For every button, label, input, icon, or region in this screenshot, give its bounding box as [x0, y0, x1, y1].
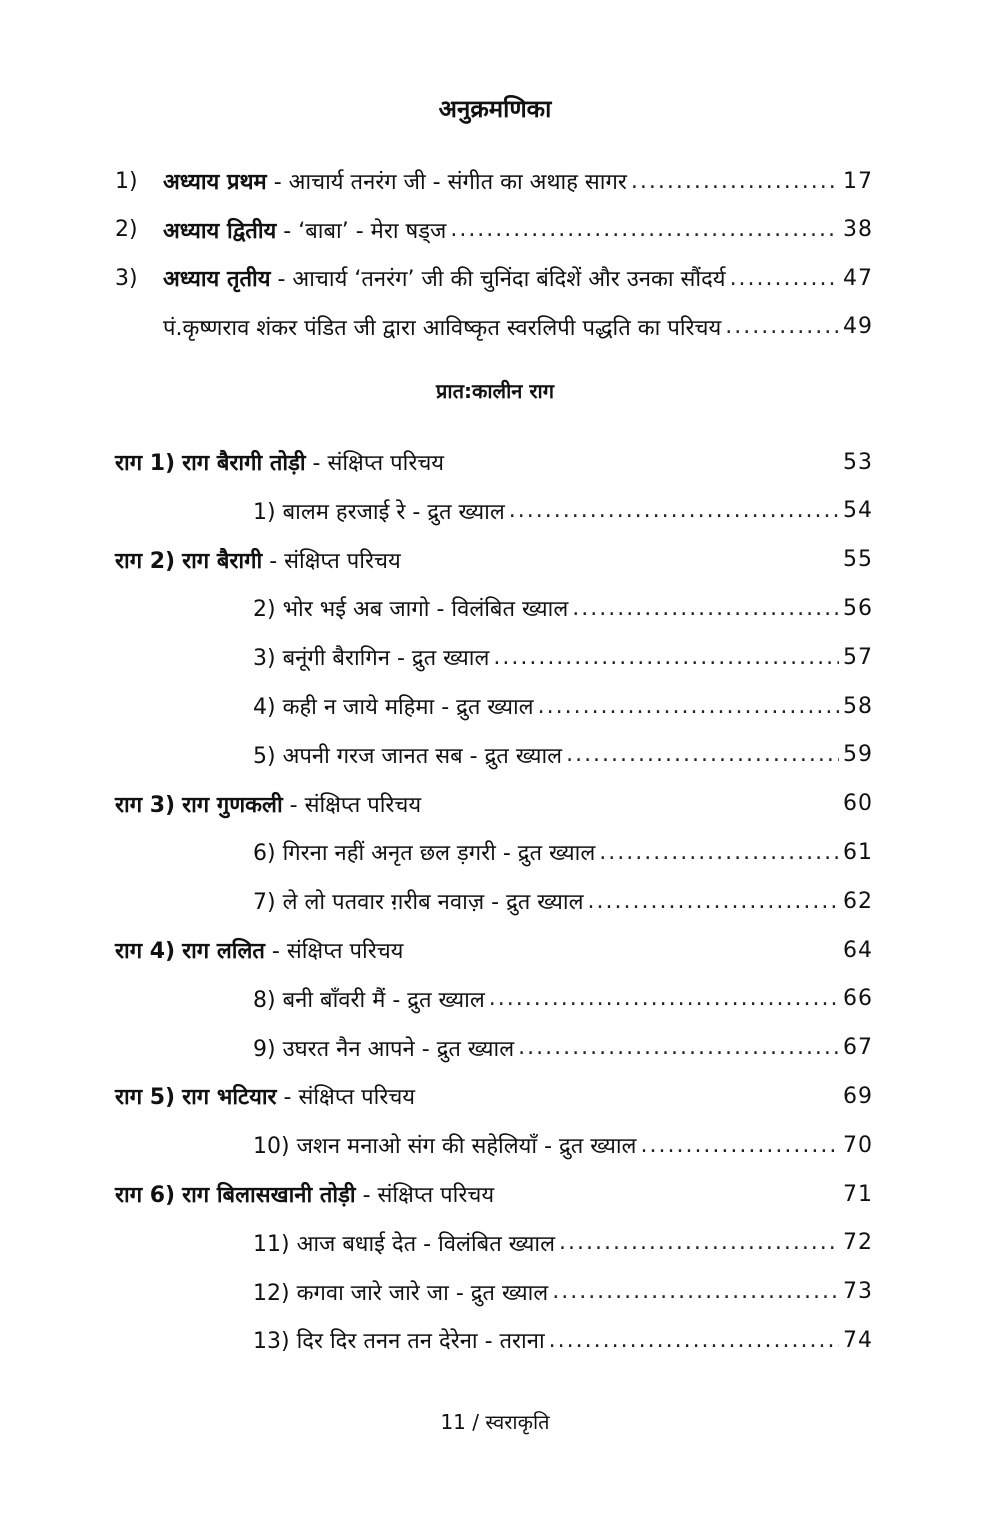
raga-name: राग बिलासखानी तोड़ी: [182, 1183, 356, 1208]
raga-name: राग बैरागी: [182, 548, 263, 574]
composition-title: 11) आज बधाई देत - विलंबित ख्याल: [253, 1231, 555, 1257]
page-number: 60: [843, 791, 873, 817]
dot-leader: [450, 217, 839, 242]
composition-title: 10) जशन मनाओ संग की सहेलियाँ - द्रुत ख्याल: [253, 1134, 637, 1160]
page-number: 69: [843, 1083, 873, 1109]
dot-leader: [640, 1133, 839, 1158]
raga-title: [115, 789, 421, 819]
composition-row: [253, 1320, 873, 1360]
composition-row: [253, 588, 873, 628]
dot-leader: [538, 694, 839, 719]
composition-row: [253, 832, 873, 872]
page-number: 67: [843, 1035, 873, 1061]
composition-title: 5) अपनी गरज जानत सब - द्रुत ख्याल: [253, 743, 563, 769]
toc-chapter-row: [115, 161, 873, 201]
chapter-label: अध्याय द्वितीय: [163, 218, 277, 244]
page-number: 56: [843, 595, 873, 621]
raga-number: राग 1): [115, 451, 176, 476]
raga-number: राग 4): [115, 939, 176, 964]
raga-title: [115, 1179, 494, 1209]
section-heading: प्रात:कालीन राग: [436, 379, 554, 403]
dot-leader: [509, 498, 839, 523]
raga-number: राग 6): [115, 1183, 176, 1208]
dot-leader: [599, 840, 839, 865]
composition-title: 7) ले लो पतवार ग़रीब नवाज़ - द्रुत ख्याल: [253, 890, 584, 916]
composition-title: 1) बालम हरजाई रे - द्रुत ख्याल: [253, 499, 505, 525]
page-number: 71: [843, 1181, 873, 1207]
dot-leader: [552, 1279, 839, 1304]
page-number: 66: [843, 986, 873, 1012]
raga-title: [115, 935, 403, 965]
composition-row: [253, 491, 873, 531]
dot-leader: [489, 986, 839, 1011]
page-number: 58: [843, 693, 873, 719]
page-footer: 11 / स्वराकृति: [440, 1410, 550, 1434]
raga-description: - संक्षिप्त परिचय: [276, 1085, 416, 1111]
raga-title: [115, 1081, 415, 1111]
page-number: 64: [843, 937, 873, 963]
dot-leader: [518, 1035, 839, 1060]
composition-row: [253, 1028, 873, 1068]
toc-chapter-row: [163, 307, 873, 347]
toc-chapter-row: [115, 258, 873, 298]
page-number: 47: [843, 265, 873, 291]
composition-title: 4) कही न जाये महिमा - द्रुत ख्याल: [253, 695, 534, 720]
raga-description: - संक्षिप्त परिचय: [305, 451, 445, 476]
composition-row: [253, 686, 873, 726]
page-number: 55: [843, 547, 873, 573]
dot-leader: [566, 742, 839, 767]
page-number: 61: [843, 839, 873, 865]
composition-row: [253, 881, 873, 921]
raga-name: राग बैरागी तोड़ी: [182, 451, 306, 476]
page-number: 49: [843, 314, 873, 339]
dot-leader: [730, 266, 839, 291]
composition-row: [253, 1223, 873, 1263]
chapter-number: 2): [115, 217, 138, 242]
composition-row: [253, 1125, 873, 1165]
dot-leader: [572, 596, 839, 621]
raga-row: [115, 1174, 873, 1214]
page-number: 59: [843, 742, 873, 768]
chapter-title: [163, 166, 627, 196]
composition-title: 9) उघरत नैन आपने - द्रुत ख्याल: [253, 1036, 515, 1062]
chapter-label: अध्याय तृतीय: [163, 267, 271, 292]
raga-row: [115, 1076, 873, 1116]
page-number: 62: [843, 888, 873, 914]
composition-row: [253, 637, 873, 677]
page-number: 17: [843, 168, 873, 194]
page-number: 57: [843, 644, 873, 670]
raga-title: [115, 447, 444, 477]
page-number: 74: [843, 1327, 873, 1353]
dot-leader: [559, 1230, 839, 1255]
raga-row: [115, 442, 873, 482]
raga-title: [115, 545, 401, 575]
dot-leader: [588, 889, 839, 914]
raga-number: राग 2): [115, 548, 176, 574]
composition-row: [253, 735, 873, 775]
chapter-description: - आचार्य ‘तनरंग’ जी की चुनिंदा बंदिशें और उनका सौंदर्य: [270, 267, 726, 292]
chapter-title: [163, 215, 446, 245]
page-number: 38: [843, 217, 873, 242]
chapter-number: 3): [115, 265, 138, 291]
dot-leader: [493, 645, 839, 670]
page-number: 72: [843, 1230, 873, 1256]
dot-leader: [725, 314, 839, 339]
composition-title: 13) दिर दिर तनन तन देरेना - तराना: [253, 1329, 545, 1355]
composition-title: 2) भोर भई अब जागो - विलंबित ख्याल: [253, 597, 569, 623]
dot-leader: [631, 169, 839, 194]
dot-leader: [549, 1328, 839, 1353]
composition-title: 12) कगवा जारे जारे जा - द्रुत ख्याल: [253, 1280, 549, 1306]
raga-number: राग 3): [115, 792, 176, 818]
page-number: 70: [843, 1132, 873, 1158]
page-title: अनुक्रमणिका: [438, 95, 552, 123]
toc-chapter-row: [115, 210, 873, 250]
raga-row: [115, 930, 873, 970]
page-number: 73: [843, 1279, 873, 1305]
chapter-title: [163, 312, 721, 342]
page-number: 54: [843, 498, 873, 524]
composition-row: [253, 1272, 873, 1312]
raga-number: राग 5): [115, 1085, 176, 1111]
raga-description: - संक्षिप्त परिचय: [282, 792, 422, 818]
raga-name: राग भटियार: [182, 1085, 277, 1111]
page-number: 53: [843, 449, 873, 475]
chapter-title: [163, 263, 726, 293]
composition-title: 3) बनूंगी बैरागिन - द्रुत ख्याल: [253, 646, 490, 672]
chapter-description: - ‘बाबा’ - मेरा षड्ज: [276, 218, 447, 244]
raga-row: [115, 784, 873, 824]
chapter-number: 1): [115, 168, 138, 194]
chapter-label: अध्याय प्रथम: [163, 170, 267, 195]
composition-title: 6) गिरना नहीं अनृत छल ड़गरी - द्रुत ख्याल: [253, 841, 596, 867]
composition-title: 8) बनी बाँवरी मैं - द्रुत ख्याल: [253, 987, 485, 1013]
raga-description: - संक्षिप्त परिचय: [264, 939, 404, 964]
chapter-description: पं.कृष्णराव शंकर पंडित जी द्वारा आविष्कृत स्वरलिपी पद्धति का परिचय: [163, 315, 722, 341]
chapter-description: - आचार्य तनरंग जी - संगीत का अथाह सागर: [266, 170, 627, 195]
raga-row: [115, 540, 873, 580]
raga-name: राग ललित: [182, 939, 265, 964]
raga-description: - संक्षिप्त परिचय: [262, 548, 401, 574]
raga-description: - संक्षिप्त परिचय: [355, 1183, 495, 1208]
raga-name: राग गुणकली: [182, 792, 283, 818]
composition-row: [253, 979, 873, 1019]
